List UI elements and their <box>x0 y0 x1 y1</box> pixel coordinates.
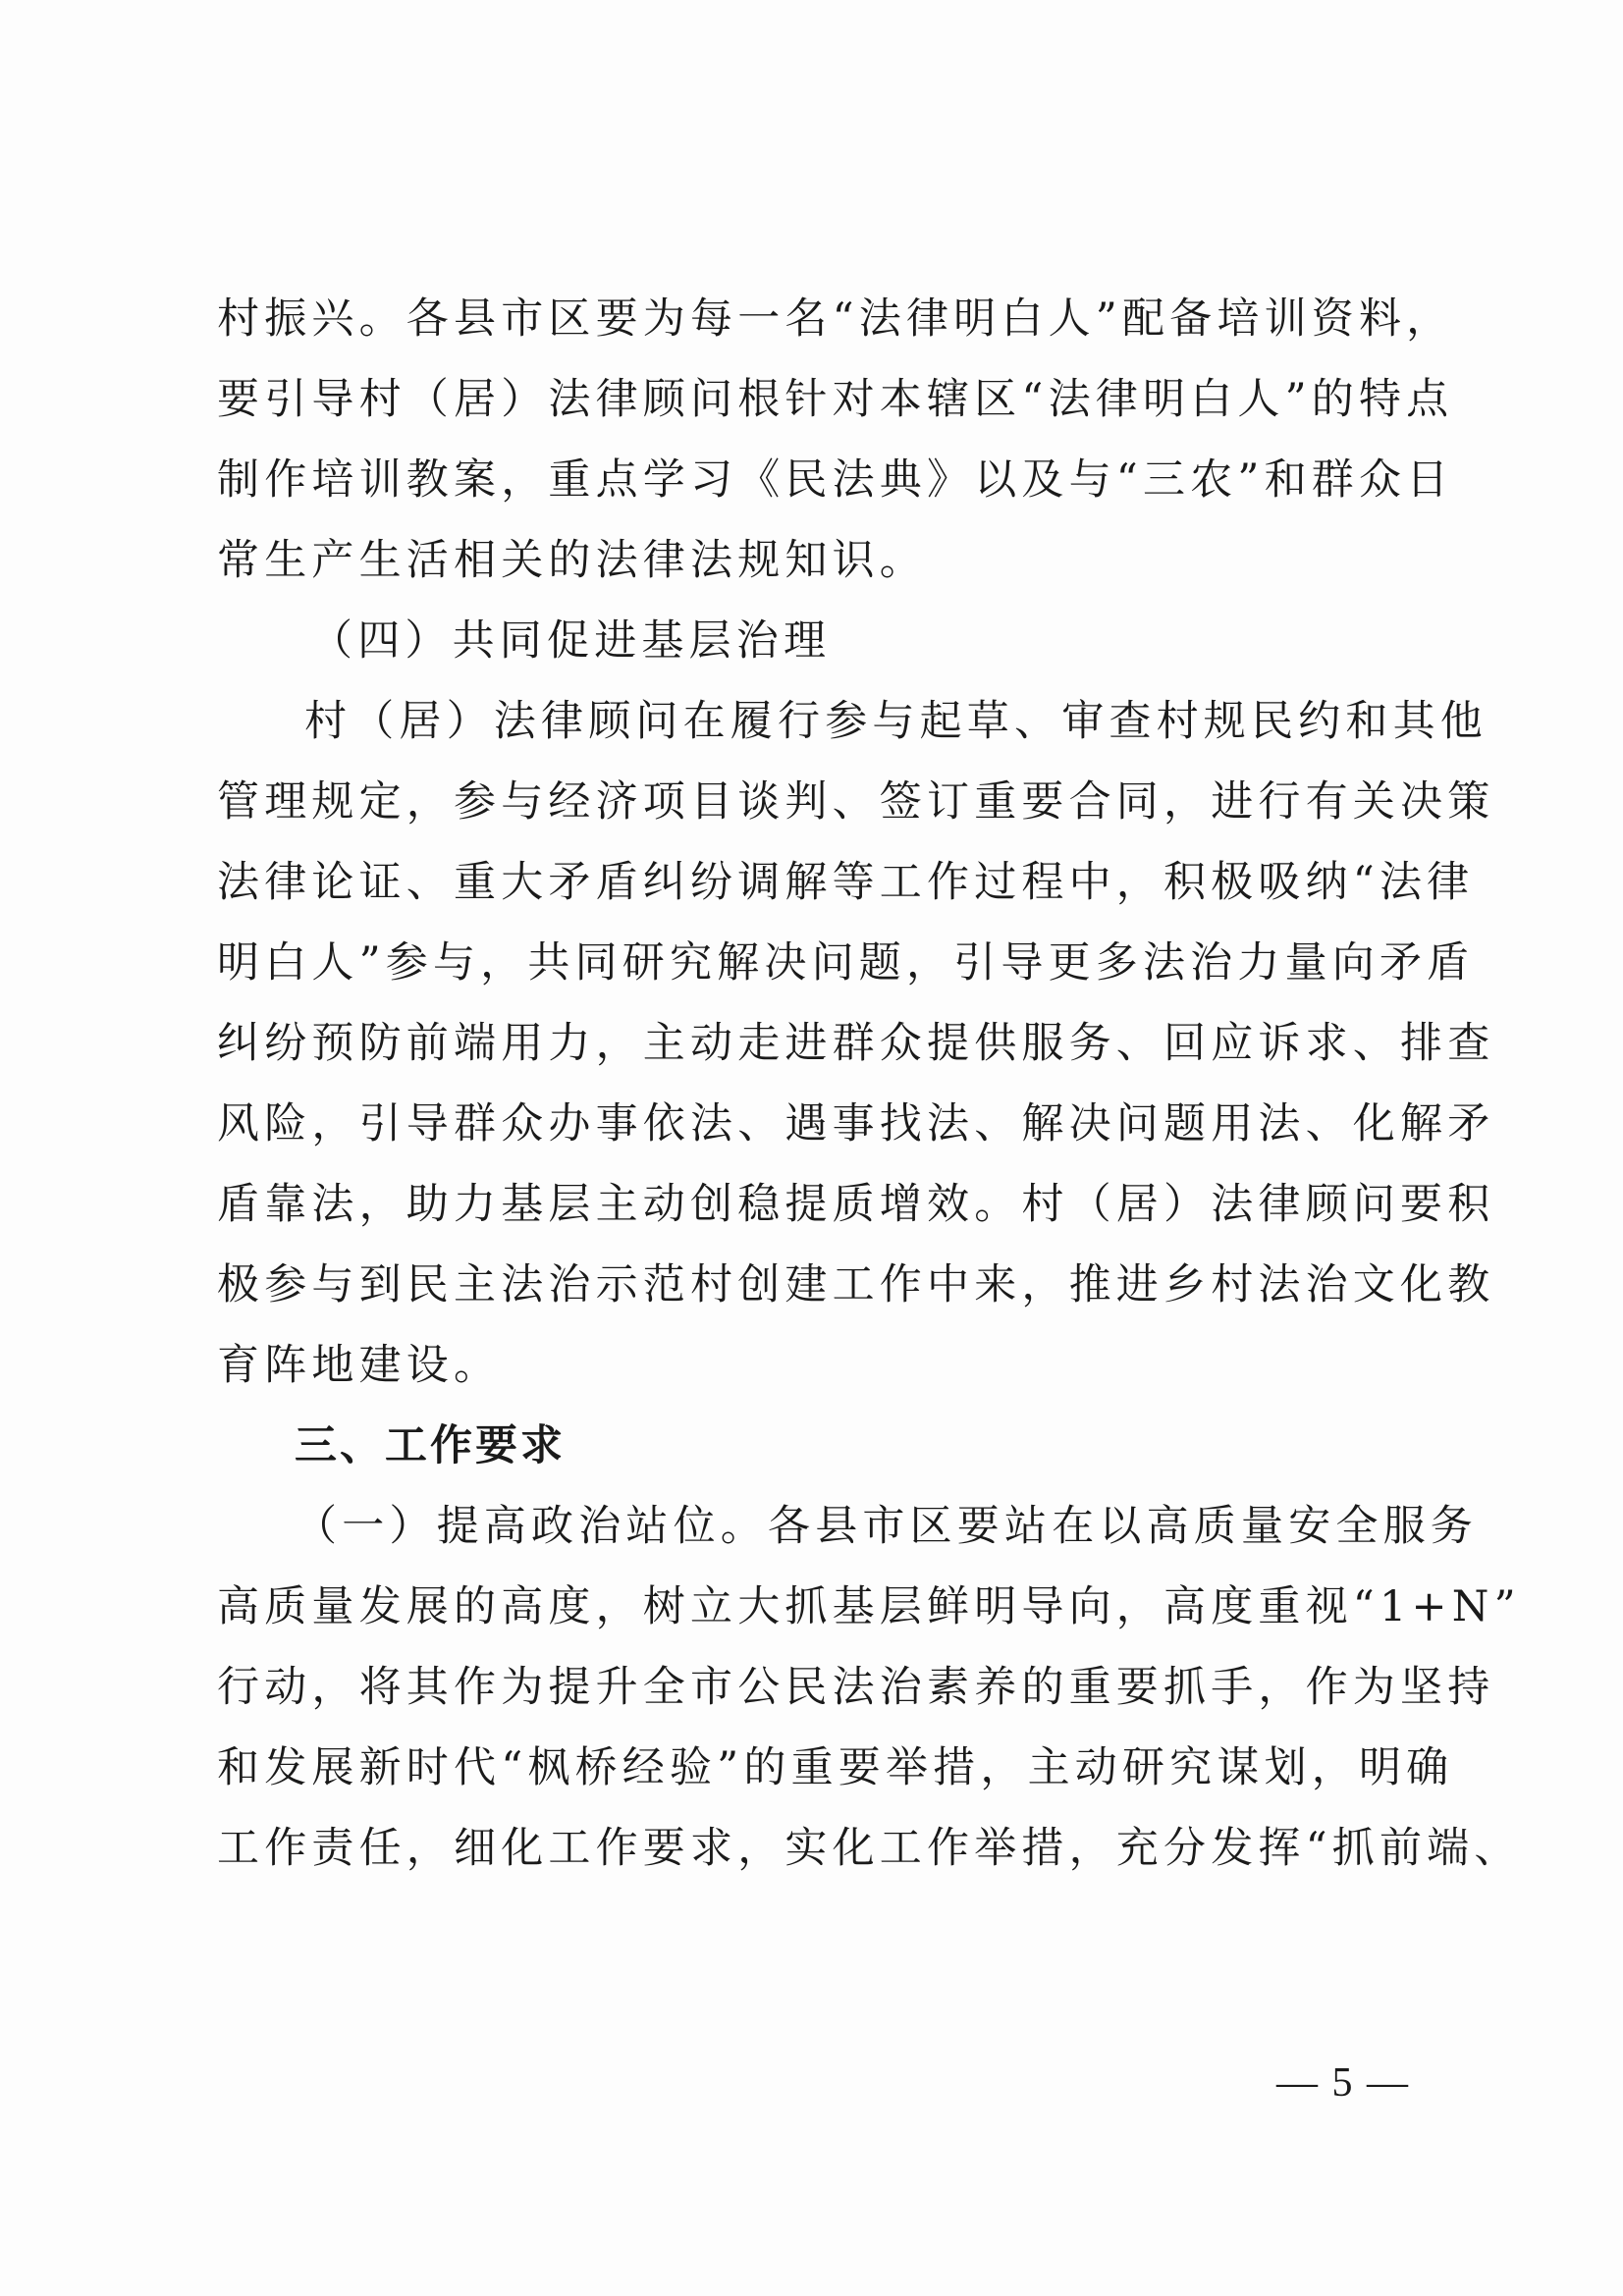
paragraph-line: 高质量发展的高度，树立大抓基层鲜明导向，高度重视“1+N” <box>217 1582 1521 1631</box>
paragraph-line: 法律论证、重大矛盾纠纷调解等工作过程中，积极吸纳“法律 <box>217 858 1475 907</box>
paragraph-line: 工作责任，细化工作要求，实化工作举措，充分发挥“抓前端、 <box>217 1824 1522 1873</box>
paragraph-line: 极参与到民主法治示范村创建工作中来，推进乡村法治文化教 <box>217 1260 1495 1309</box>
paragraph-line: 纠纷预防前端用力，主动走进群众提供服务、回应诉求、排查 <box>217 1019 1495 1068</box>
paragraph-line: 要引导村（居）法律顾问根针对本辖区“法律明白人”的特点 <box>217 375 1454 424</box>
paragraph-line: 行动，将其作为提升全市公民法治素养的重要抓手，作为坚持 <box>217 1663 1495 1712</box>
paragraph-line: （一）提高政治站位。各县市区要站在以高质量安全服务 <box>295 1502 1478 1551</box>
paragraph-line: 和发展新时代“枫桥经验”的重要举措，主动研究谋划，明确 <box>217 1743 1454 1792</box>
paragraph-line: 村（居）法律顾问在履行参与起草、审查村规民约和其他 <box>304 697 1488 746</box>
paragraph-line: 村振兴。各县市区要为每一名“法律明白人”配备培训资料， <box>217 294 1454 344</box>
paragraph-line: 盾靠法，助力基层主动创稳提质增效。村（居）法律顾问要积 <box>217 1180 1495 1229</box>
paragraph-line: 常生产生活相关的法律法规知识。 <box>217 536 927 585</box>
section-subheading: （四）共同促进基层治理 <box>310 616 832 666</box>
paragraph-line: 明白人”参与，共同研究解决问题，引导更多法治力量向矛盾 <box>217 938 1475 988</box>
paragraph-line: 风险，引导群众办事依法、遇事找法、解决问题用法、化解矛 <box>217 1099 1495 1148</box>
page-number: — 5 — <box>1276 2060 1410 2106</box>
section-heading: 三、工作要求 <box>295 1421 566 1470</box>
paragraph-line: 制作培训教案，重点学习《民法典》以及与“三农”和群众日 <box>217 455 1454 505</box>
paragraph-line: 育阵地建设。 <box>217 1341 502 1390</box>
paragraph-line: 管理规定，参与经济项目谈判、签订重要合同，进行有关决策 <box>217 777 1495 827</box>
